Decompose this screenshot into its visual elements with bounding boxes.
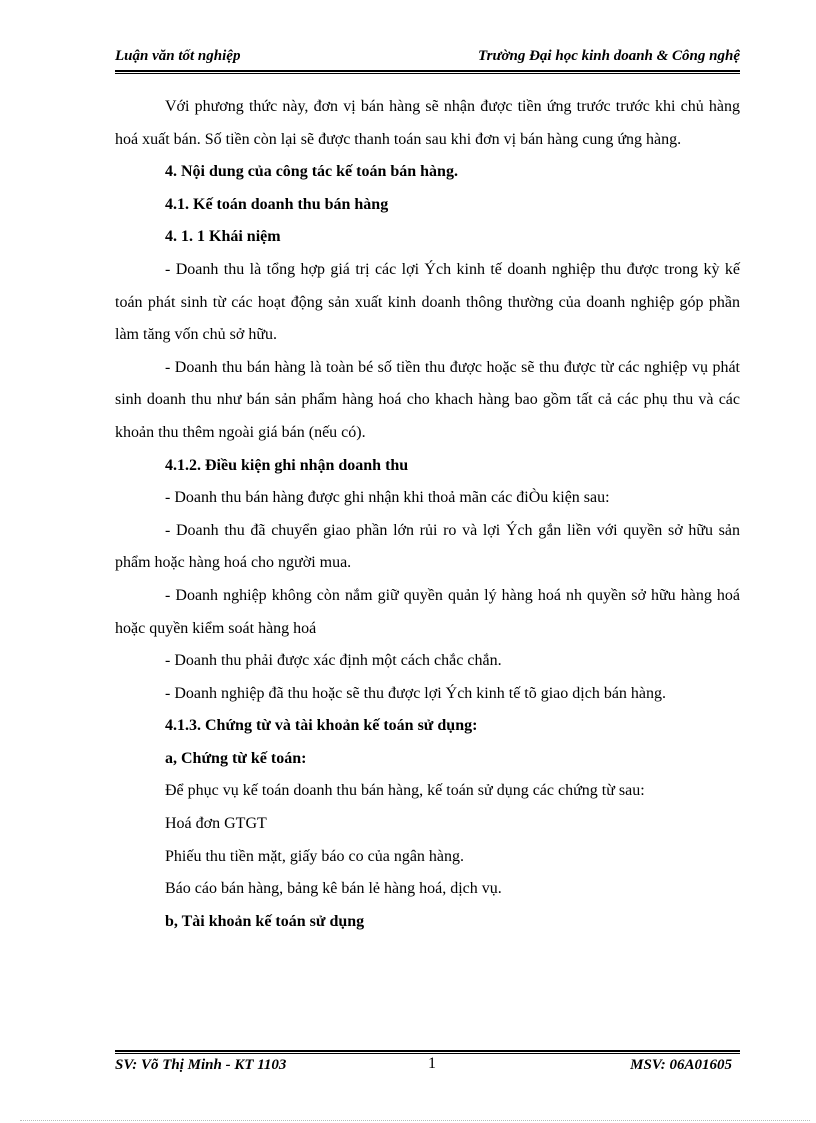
subsection-heading: a, Chứng từ kế toán: (165, 749, 307, 767)
footer-rule-thin (115, 1053, 740, 1054)
paragraph: Với phương thức này, đơn vị bán hàng sẽ nhận được tiền ứng trước trước khi chủ hàng hoá xuất bán. Số tiền còn lại sẽ được thanh toán sau khi đơn vị bán hàng cung ứng hàng. (115, 98, 740, 148)
page-number: 1 (428, 1055, 436, 1072)
paragraph: - Doanh thu bán hàng được ghi nhận khi thoả mãn các điÒu kiện sau: (165, 489, 610, 507)
paragraph: - Doanh thu phải được xác định một cách chắc chắn. (165, 652, 502, 670)
header-thesis-label: Luận văn tốt nghiệp (115, 48, 241, 64)
paragraph: - Doanh nghiệp không còn nắm giữ quyền quản lý hàng hoá nh quyền sở hữu hàng hoá hoặc quyền kiểm soát hàng hoá (115, 586, 740, 637)
header-university-name: Trường Đại học kinh doanh & Công nghệ (478, 48, 740, 64)
paragraph: - Doanh thu là tổng hợp giá trị các lợi Ých kinh tế doanh nghiệp thu được trong kỳ kế toán phát sinh từ các hoạt động sản xuất kinh doanh thông thường của doanh nghiệp góp phần làm tăng vốn chủ sở hữu. (115, 260, 740, 344)
header-rule (115, 70, 740, 72)
footer-student-name: SV: Võ Thị Minh - KT 1103 (115, 1057, 287, 1073)
paragraph: - Doanh thu bán hàng là toàn bé số tiền thu được hoặc sẽ thu được từ các nghiệp vụ phát sinh doanh thu như bán sản phẩm hàng hoá cho khach hàng bao gồm tất cả các phụ thu và các khoản thu thêm ngoài giá bán (nếu có). (115, 358, 740, 441)
page-footer (115, 1055, 740, 1077)
subsection-heading: 4.1.3. Chứng từ và tài khoản kế toán sử dụng: (165, 717, 478, 735)
subsection-heading: b, Tài khoản kế toán sử dụng (165, 912, 365, 930)
section-heading: 4. Nội dung của công tác kế toán bán hàng. (165, 163, 458, 181)
footer-rule (115, 1050, 740, 1052)
page-break-line (20, 1120, 810, 1121)
document-body (115, 91, 740, 938)
header-rule-thin (115, 73, 740, 74)
paragraph: Để phục vụ kế toán doanh thu bán hàng, kế toán sử dụng các chứng từ sau: (165, 782, 645, 800)
list-item: Phiếu thu tiền mặt, giấy báo co của ngân hàng. (165, 847, 465, 865)
footer-student-id: MSV: 06A01605 (630, 1057, 732, 1073)
subsection-heading: 4.1. Kế toán doanh thu bán hàng (165, 195, 389, 213)
paragraph: - Doanh thu đã chuyển giao phần lớn rủi ro và lợi Ých gắn liền với quyền sở hữu sản phẩm hoặc hàng hoá cho người mua. (115, 521, 740, 572)
subsection-heading: 4. 1. 1 Khái niệm (165, 228, 281, 246)
paragraph: - Doanh nghiệp đã thu hoặc sẽ thu được lợi Ých kinh tế tõ giao dịch bán hàng. (165, 684, 667, 702)
list-item: Báo cáo bán hàng, bảng kê bán lẻ hàng hoá, dịch vụ. (165, 880, 502, 898)
subsection-heading: 4.1.2. Điều kiện ghi nhận doanh thu (165, 456, 409, 474)
page-header (115, 48, 740, 70)
list-item: Hoá đơn GTGT (165, 815, 267, 833)
